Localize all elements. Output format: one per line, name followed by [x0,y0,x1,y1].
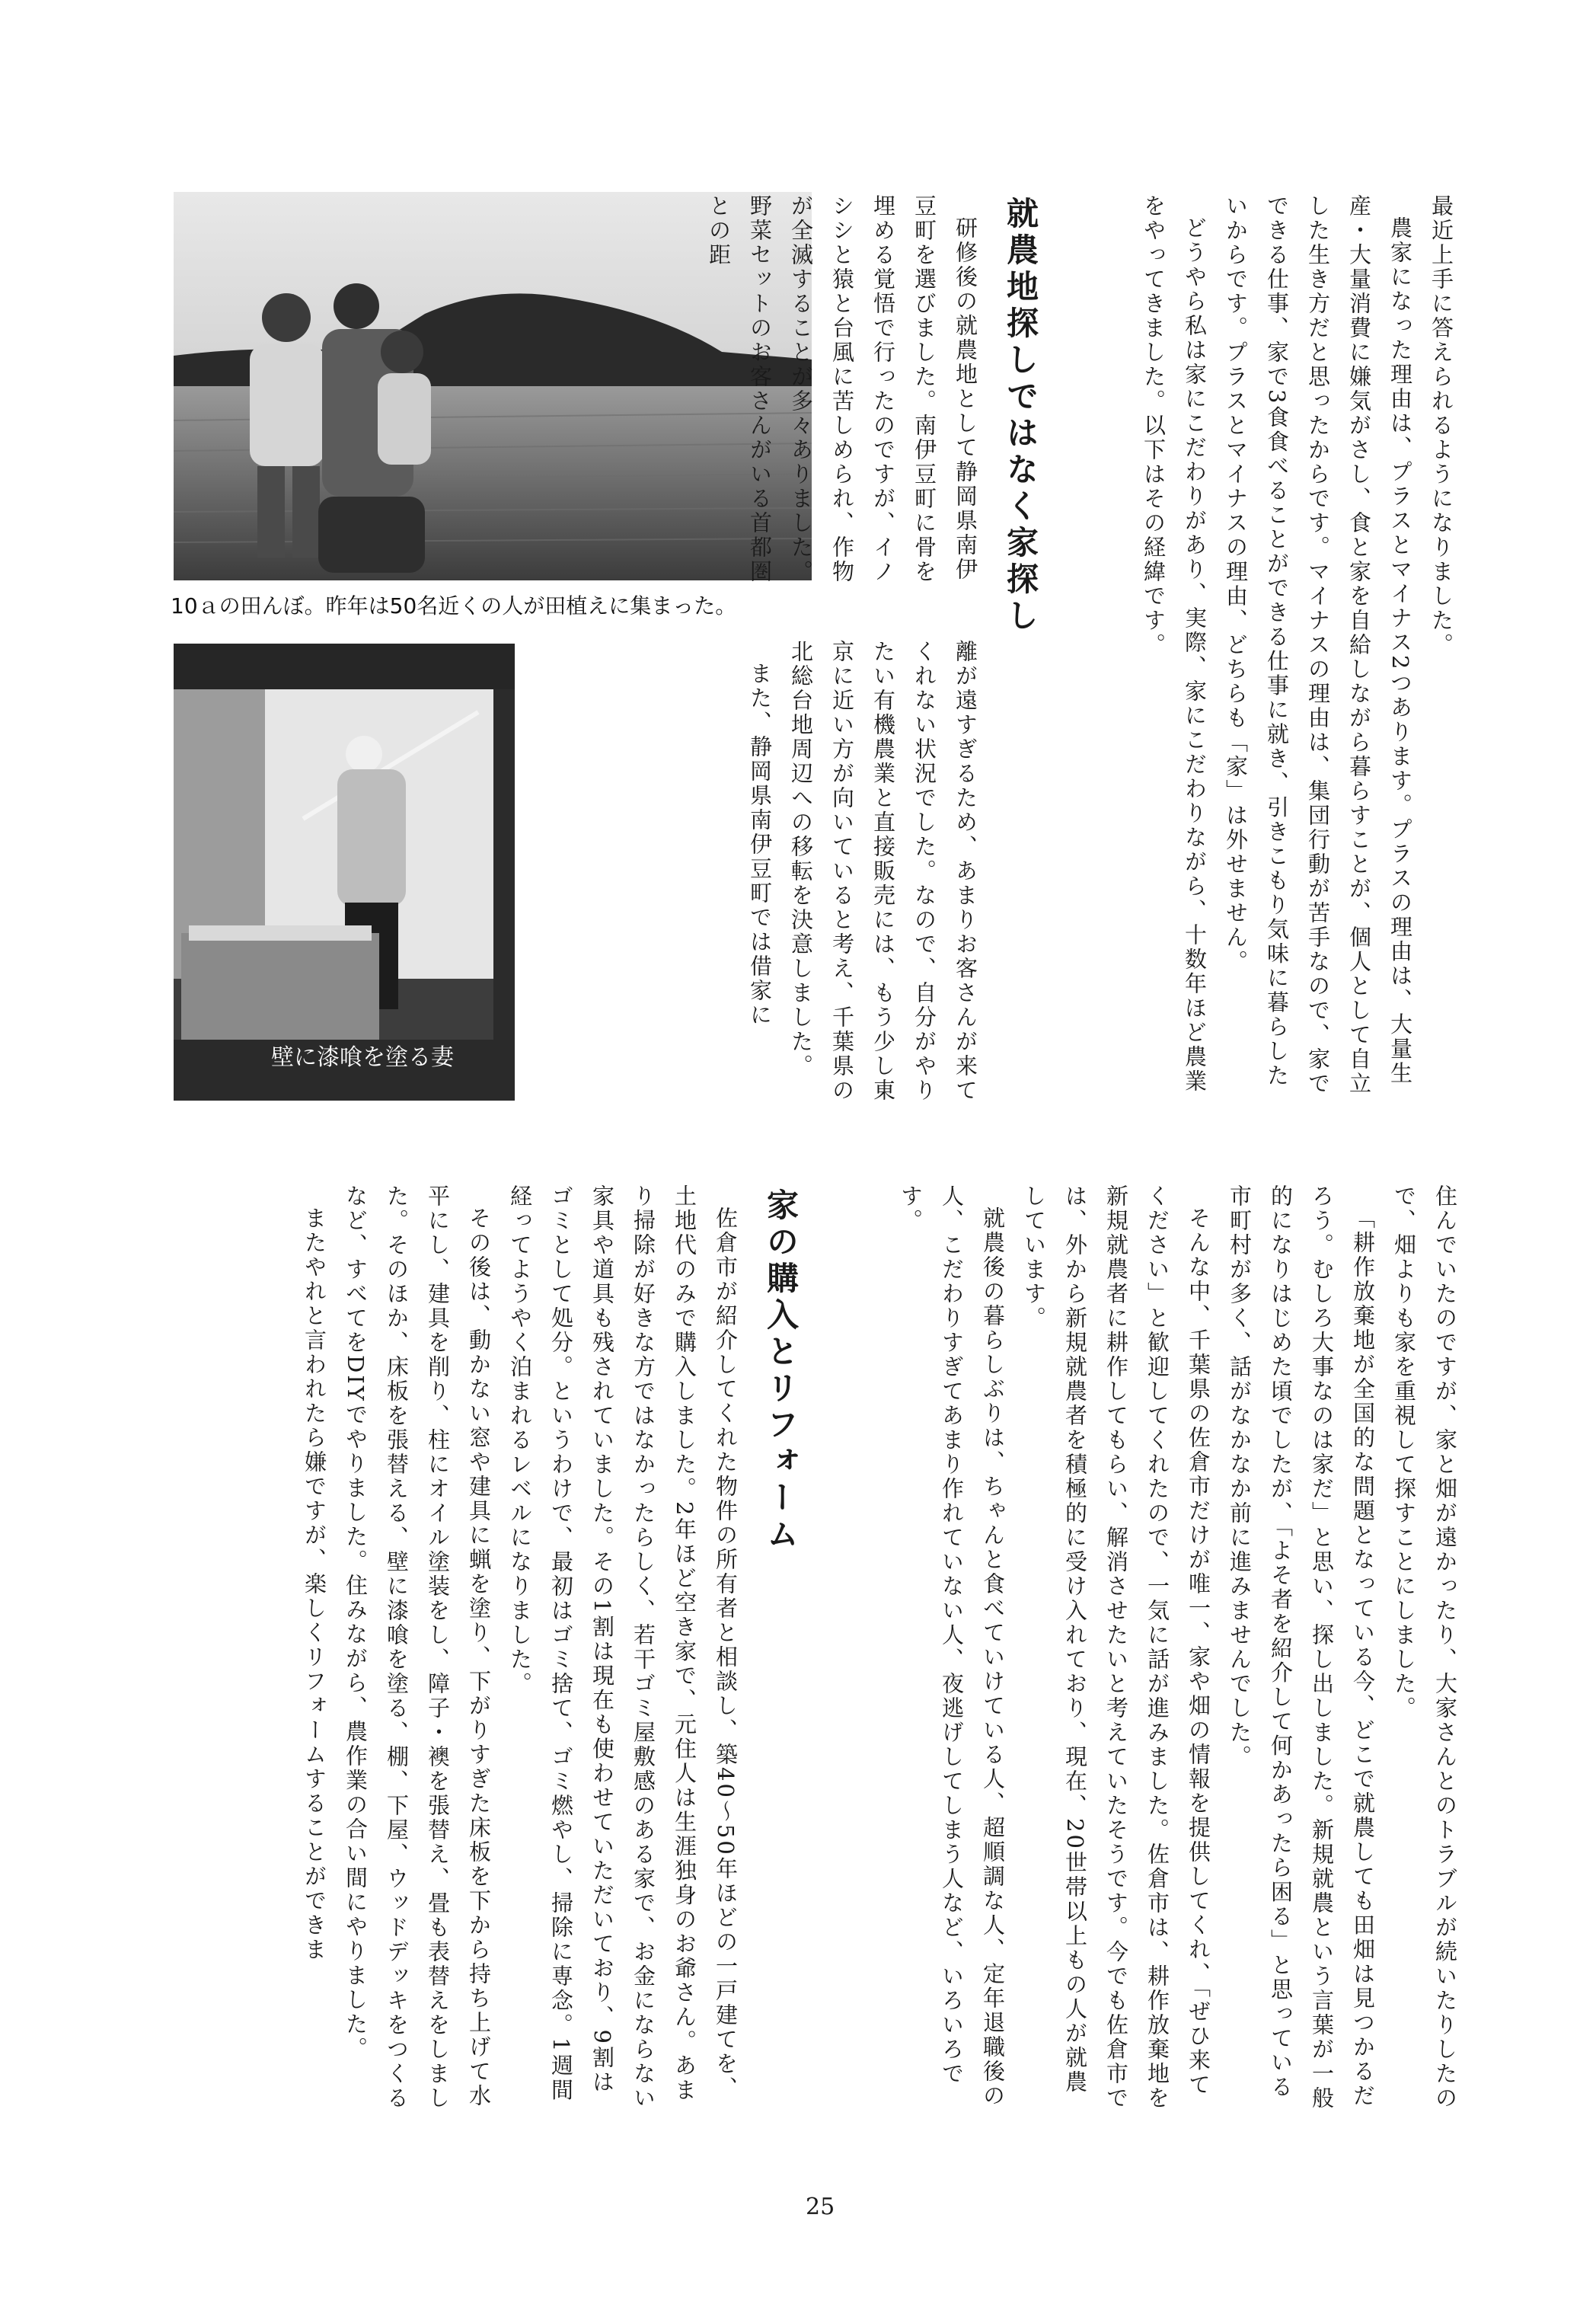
section-heading-house-purchase: 家の購入とリフォーム [762,1188,800,1554]
intro-text [1055,194,1462,1108]
plaster-photo [174,644,515,1101]
section1-paragraph-b: 離が遠すぎるため、あまりお客さんが来てくれない状況でした。なので、自分がやりたい有機農業と直接販売には、もう少し東京に近い方が向いていると考え、千葉県の北総台地周辺への移転を決意しました。 [788,640,978,1103]
continued-paragraph-4: 就農後の暮らしぶりは、ちゃんと食べていけている人、超順調な人、定年退職後の人、こだわりすぎてあまり作れていない人、夜逃げしてしまう人など、いろいろです。 [898,1184,1006,2108]
section1-text-a [706,194,986,590]
section1-paragraph-a: 研修後の就農地として静岡県南伊豆町を選びました。南伊豆町に骨を埋める覚悟で行ったのですが、イノシシと猿と台風に苦しめられ、作物が全滅することが多々ありました。野菜セットのお客さんがいる首都圏との距 [706,194,978,584]
continued-paragraph-3: そんな中、千葉県の佐倉市だけが唯一、家や畑の情報を提供してくれ、「ぜひ来てください」と歓迎してくれたので、一気に話が進みました。佐倉市は、耕作放棄地を新規就農者に耕作してもらい、解消させたいと考えていたそうです。今でも佐倉市では、外から新規就農者を積極的に受け入れており、現在、20世帯以上もの人が就農しています。 [1021,1184,1211,2111]
plaster-caption: 壁に漆喰を塗る妻 [271,1044,454,1071]
continued-paragraph-1: 住んでいたのですが、家と畑が遠かったり、大家さんとのトラブルが続いたりしたので、畑よりも家を重視して探すことにしました。 [1391,1184,1458,2111]
rice-field-caption: 10ａの田んぼ。昨年は50名近くの人が田植えに集まった。 [171,593,737,618]
intro-paragraph-3: どうやら私は家にこだわりがあり、実際、家にこだわりながら、十数年ほど農業をやってきました。以下はその経緯です。 [1141,194,1208,1094]
section-heading-land-search: 就農地探しではなく家探し [1002,197,1039,635]
continued-paragraph-2: 「耕作放棄地が全国的な問題となっている今、どこで就農しても田畑は見つかるだろう。むしろ大事なのは家だ」と思い、探し出しました。新規就農という言葉が一般的になりはじめた頃でしたが、「よそ者を紹介して何かあったら困る」と思っている市町村が多く、話がなかなか前に進みませんでした。 [1227,1184,1376,2111]
continued-text [819,1184,1466,2114]
section2-paragraph-2: その後は、動かない窓や建具に蝋を塗り、下がりすぎた床板を下から持ち上げて水平にし、建具を削り、柱にオイル塗装をし、障子・襖を張替え、畳も表替えをしました。そのほか、床板を張替える、壁に漆喰を塗る、棚、下屋、ウッドデッキをつくるなど、すべてをDIYでやりました。住みながら、農作業の合い間にやりました。 [343,1184,492,2111]
page-number: 25 [806,2194,835,2220]
section1-paragraph-c: また、静岡県南伊豆町では借家に [747,662,773,1027]
section2-paragraph-1: 佐倉市が紹介してくれた物件の所有者と相談し、築40～50年ほどの一戸建てを、土地代のみで購入しました。2年ほど空き家で、元住人は生涯独身のお爺さん。あまり掃除が好きな方ではなかったらしく、若干ゴミ屋敷感のある家で、お金にならない家具や道具も残されていました。その1割は現在も使わせていただいており、9割はゴミとして処分。というわけで、最初はゴミ捨て、ゴミ燃やし、掃除に専念。1週間経ってようやく泊まれるレベルになりました。 [507,1184,739,2111]
plaster-image [174,644,515,1101]
intro-paragraph-2: 農家になった理由は、プラスとマイナス2つあります。プラスの理由は、大量生産・大量消費に嫌気がさし、食と家を自給しながら暮らすことが、個人として自立した生き方だと思ったからです。マイナスの理由は、集団行動が苦手なので、家でできる仕事、家で3食食べることができる仕事に就き、引きこもり気味に暮らしたいからです。プラスとマイナスの理由、どちらも「家」は外せません。 [1223,194,1413,1096]
intro-paragraph-1: 最近上手に答えられるようになりました。 [1428,194,1454,657]
section1-text-b [537,640,986,1112]
section2-text [168,1184,746,2114]
section2-paragraph-3: またやれと言われたら嫌ですが、楽しくリフォームすることができま [302,1206,327,1962]
